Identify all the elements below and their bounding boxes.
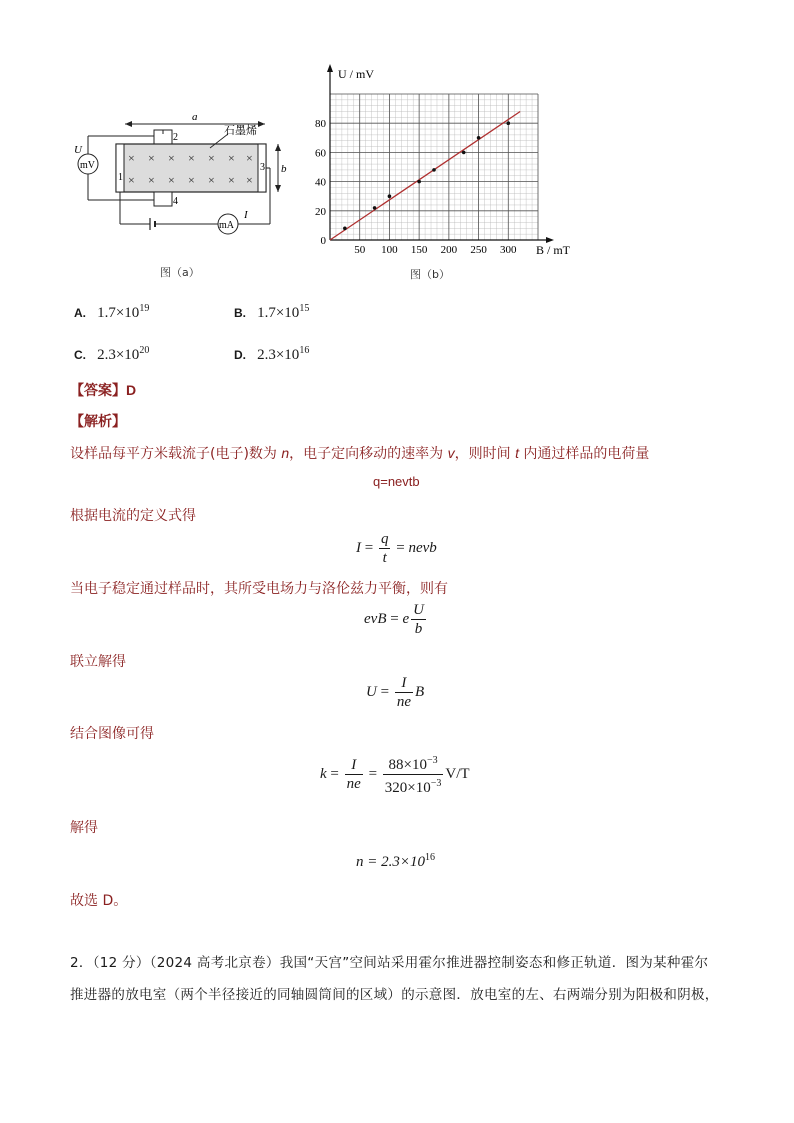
svg-text:×: × xyxy=(228,151,235,165)
svg-text:×: × xyxy=(168,173,175,187)
y-tick-label: 20 xyxy=(315,205,326,218)
conclusion: 故选 D。 xyxy=(70,893,128,909)
svg-text:×: × xyxy=(246,173,253,187)
svg-text:×: × xyxy=(208,151,215,165)
svg-text:×: × xyxy=(128,173,135,187)
option-d: D. $2.3\times 10^{16}$ xyxy=(234,345,310,363)
analysis-line-4: 联立解得 xyxy=(70,654,126,670)
equation-balance: evB = e $\frac{U}{b}$ xyxy=(364,602,424,637)
equation-current: I = $\frac{q}{t}$ = nevb xyxy=(356,531,437,566)
circuit-diagram xyxy=(70,108,290,283)
analysis-line-3: 当电子稳定通过样品时，其所受电场力与洛伦兹力平衡，则有 xyxy=(70,581,448,597)
svg-text:×: × xyxy=(188,151,195,165)
y-tick-label: 80 xyxy=(315,118,326,131)
x-tick-label: 100 xyxy=(381,244,398,256)
terminal-1: 1 xyxy=(118,172,123,183)
x-tick-label: 300 xyxy=(500,244,517,256)
x-tick-label: 50 xyxy=(354,244,366,256)
svg-text:×: × xyxy=(148,173,155,187)
equation-q: q=nevtb xyxy=(373,474,420,489)
data-point xyxy=(506,121,510,125)
x-axis-label: B / mT xyxy=(536,243,571,257)
question-2-line-2: 推进器的放电室（两个半径接近的同轴圆筒间的区域）的示意图．放电室的左、右两端分别为阳极和阴极， xyxy=(70,987,719,1003)
y-tick-label: 40 xyxy=(315,176,326,189)
analysis-line-6: 解得 xyxy=(70,820,98,836)
data-point xyxy=(417,180,421,184)
option-b: B. $1.7\times 10^{15}$ xyxy=(234,303,310,321)
analysis-line-5: 结合图像可得 xyxy=(70,726,154,742)
label-I: I xyxy=(244,209,248,221)
question-2-line-1: 2．（12 分）（2024 高考北京卷）我国“天宫”空间站采用霍尔推进器控制姿态和修正轨道．图为某种霍尔 xyxy=(70,955,709,971)
answer-tag: 【答案】 xyxy=(70,383,126,399)
data-point xyxy=(432,168,436,172)
equation-n: $n = 2.3\times 10^{16}$ xyxy=(356,852,435,870)
option-a: A. $1.7\times 10^{19}$ xyxy=(74,303,150,321)
voltmeter: mV xyxy=(80,160,95,171)
u-b-graph xyxy=(300,62,590,262)
x-tick-label: 250 xyxy=(470,244,487,256)
analysis-line-2: 根据电流的定义式得 xyxy=(70,508,196,524)
x-tick-label: 150 xyxy=(410,244,428,256)
svg-text:×: × xyxy=(148,151,155,165)
option-label: B. xyxy=(234,306,246,320)
y-axis-arrow xyxy=(327,64,333,72)
terminal-3: 3 xyxy=(260,162,265,173)
svg-text:×: × xyxy=(208,173,215,187)
figure-a-caption: 图（a） xyxy=(160,266,200,279)
svg-text:×: × xyxy=(246,151,253,165)
label-b: b xyxy=(281,163,287,175)
data-point xyxy=(373,206,377,210)
analysis-line-1: 设样品每平方米载流子(电子)数为 n，电子定向移动的速率为 v，则时间 t 内通过样品的电荷量 xyxy=(70,445,650,462)
ammeter: mA xyxy=(219,220,234,231)
svg-text:×: × xyxy=(228,173,235,187)
svg-text:×: × xyxy=(168,151,175,165)
svg-text:×: × xyxy=(188,173,195,187)
data-point xyxy=(388,194,392,198)
figure-a xyxy=(70,108,290,283)
equation-k: k = $\frac{I}{ne}$ = $\frac{88\times 10^{-3}}{320\times 10^{-3}}$ V/T xyxy=(320,752,470,797)
equation-u: U = $\frac{I}{ne}$ B xyxy=(366,675,425,710)
label-a: a xyxy=(192,111,198,123)
option-label: D. xyxy=(234,348,246,362)
figure-b-caption: 图（b） xyxy=(410,268,450,281)
data-point xyxy=(343,227,347,231)
label-U: U xyxy=(74,144,82,156)
answer-line xyxy=(70,380,136,400)
x-tick-label: 200 xyxy=(440,244,458,256)
analysis-tag: 【解析】 xyxy=(70,414,126,430)
svg-text:×: × xyxy=(128,151,135,165)
option-label: A. xyxy=(74,306,86,320)
data-point xyxy=(477,136,481,140)
y-axis-label: U / mV xyxy=(338,67,374,81)
option-c: C. $2.3\times 10^{20}$ xyxy=(74,345,150,363)
figure-b xyxy=(300,62,590,262)
data-point xyxy=(462,151,466,155)
graphene-label: 石墨烯 xyxy=(224,125,257,137)
terminal-4: 4 xyxy=(173,196,178,207)
y-tick-label: 60 xyxy=(315,147,326,160)
option-label: C. xyxy=(74,348,86,362)
answer-value: D xyxy=(126,382,137,398)
y-tick-label: 0 xyxy=(320,235,326,247)
terminal-2: 2 xyxy=(173,132,178,143)
